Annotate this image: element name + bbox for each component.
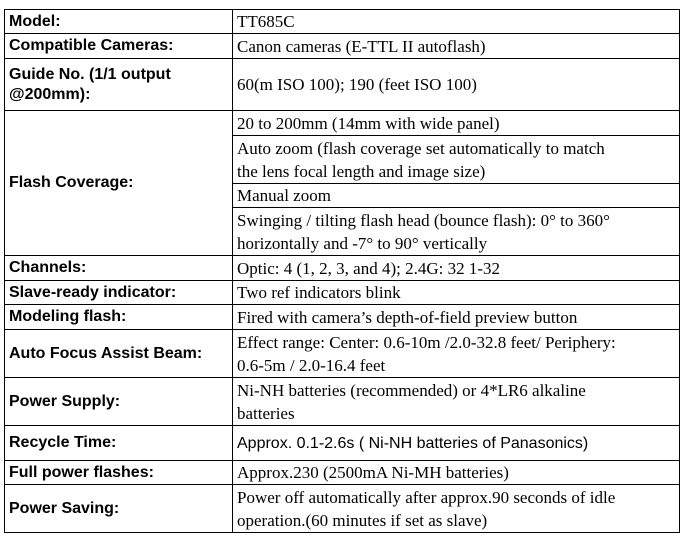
spec-label: Compatible Cameras:	[5, 34, 233, 59]
spec-value: 20 to 200mm (14mm with wide panel)	[233, 111, 680, 136]
spec-row-guide-number	[5, 59, 680, 111]
spec-row-power-supply	[5, 378, 680, 426]
spec-row-slave	[5, 281, 680, 305]
spec-row-modeling	[5, 305, 680, 330]
spec-label: Recycle Time:	[5, 426, 233, 461]
spec-value: Optic: 4 (1, 2, 3, and 4); 2.4G: 32 1-32	[233, 256, 680, 281]
spec-value	[233, 378, 680, 426]
spec-value-line: operation.(60 minutes if set as slave)	[237, 510, 488, 530]
spec-value-line: Auto zoom (flash coverage set automatically to match	[237, 138, 605, 158]
spec-value: Approx. 0.1-2.6s ( Ni-NH batteries of Panasonics)	[233, 426, 680, 461]
spec-label: Model:	[5, 10, 233, 34]
spec-label: Full power flashes:	[5, 461, 233, 485]
spec-value	[233, 485, 680, 533]
spec-label: Slave-ready indicator:	[5, 281, 233, 305]
spec-row-full-power	[5, 461, 680, 485]
spec-table	[4, 9, 680, 533]
spec-label	[5, 59, 233, 111]
spec-value	[233, 136, 680, 184]
spec-row-recycle	[5, 426, 680, 461]
spec-label: Auto Focus Assist Beam:	[5, 330, 233, 378]
spec-value-line: Effect range: Center: 0.6-10m /2.0-32.8 feet/ Periphery:	[237, 332, 616, 352]
spec-value-line: the lens focal length and image size)	[237, 161, 486, 181]
spec-value: Two ref indicators blink	[233, 281, 680, 305]
spec-label: Channels:	[5, 256, 233, 281]
spec-value-line: horizontally and -7° to 90° vertically	[237, 233, 488, 253]
spec-label: Flash Coverage:	[5, 111, 233, 256]
spec-value: Approx.230 (2500mA Ni-MH batteries)	[233, 461, 680, 485]
spec-row-cameras	[5, 34, 680, 59]
spec-value	[233, 330, 680, 378]
spec-value-line: Power off automatically after approx.90 seconds of idle	[237, 487, 616, 507]
spec-row-model	[5, 10, 680, 34]
spec-value-line: Swinging / tilting flash head (bounce flash): 0° to 360°	[237, 210, 610, 230]
spec-value: 60(m ISO 100); 190 (feet ISO 100)	[233, 59, 680, 111]
spec-value: Manual zoom	[233, 184, 680, 208]
spec-row-af-beam	[5, 330, 680, 378]
spec-label: Power Supply:	[5, 378, 233, 426]
spec-row-power-saving	[5, 485, 680, 533]
spec-value: Canon cameras (E-TTL II autoflash)	[233, 34, 680, 59]
spec-value: TT685C	[233, 10, 680, 34]
spec-value-line: Ni-NH batteries (recommended) or 4*LR6 alkaline	[237, 380, 586, 400]
spec-value-line: batteries	[237, 403, 295, 423]
spec-label: Modeling flash:	[5, 305, 233, 330]
spec-label-line: @200mm):	[9, 85, 91, 103]
spec-row-channels	[5, 256, 680, 281]
spec-value: Fired with camera’s depth-of-field preview button	[233, 305, 680, 330]
spec-label-line: Guide No. (1/1 output	[9, 65, 171, 83]
spec-value-line: 0.6-5m / 2.0-16.4 feet	[237, 355, 386, 375]
spec-row-coverage	[5, 111, 680, 136]
spec-label: Power Saving:	[5, 485, 233, 533]
spec-value	[233, 208, 680, 256]
